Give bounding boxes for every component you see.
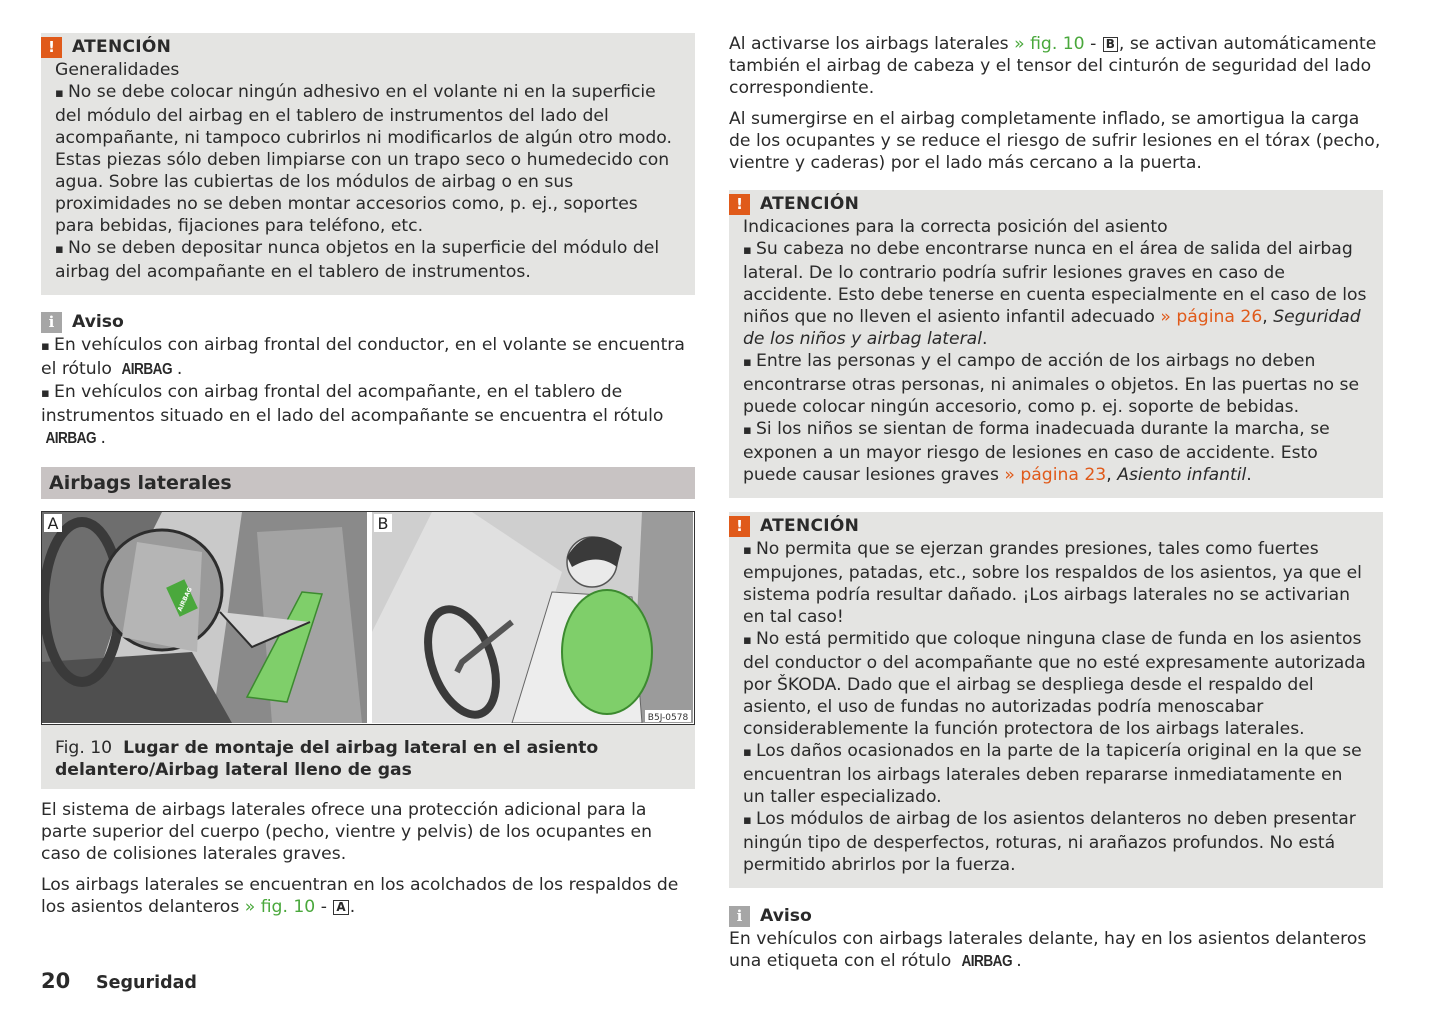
airbag-label: AIRBAG <box>121 361 173 378</box>
warning-bullet: ▪ No se deben depositar nunca objetos en la superficie del módulo del airbag del acompañante en el tablero de instrumentos. <box>55 237 681 283</box>
figure-link[interactable]: » fig. 10 <box>244 897 316 917</box>
page-number: 20 <box>41 969 71 993</box>
warning-bullet: ▪ No se debe colocar ningún adhesivo en el volante ni en la superficie del módulo del airbag en el tablero de instrumentos del lado del acompañante, ni tampoco cubrirlos ni modificarlos de algún otro modo. Estas piezas sólo deben limpiarse con un trapo seco o humedecido con agua. Sobre las cubiertas de los módulos de airbag o en sus proximidades no se deben montar accesorios como, p. ej., soportes para bebidas, fijaciones para teléfono, etc. <box>55 81 681 237</box>
paragraph: Al sumergirse en el airbag completamente inflado, se amortigua la carga de los ocupantes y se reduce el riesgo de sufrir lesiones en el tórax (pecho, vientre y caderas) por el lado más cercano a la puerta. <box>729 109 1381 173</box>
warning-title: ATENCIÓN <box>760 194 860 214</box>
warning-bullet: ▪ Su cabeza no debe encontrarse nunca en el área de salida del airbag lateral. De lo contrario podría sufrir lesiones graves en caso de accidente. Esto debe tenerse en cuenta especialmente en el caso de los niños que no lleven el asiento infantil adecuado » página 26, Seguridad de los niños y airbag lateral. <box>743 238 1369 350</box>
warning-bullet: ▪ No está permitido que coloque ninguna clase de funda en los asientos del conductor o del acompañante que no esté expresamente autorizada por ŠKODA. Dado que el airbag se despliega desde el respaldo del asiento, el uso de fundas no autorizadas podría menoscabar considerablemente la función protectora de los airbags laterales. <box>743 628 1369 740</box>
warning-box-general <box>41 33 695 295</box>
note-text: En vehículos con airbags laterales delante, hay en los asientos delanteros una etiqueta con el rótulo AIRBAG . <box>729 929 1367 971</box>
warning-bullet: ▪ Si los niños se sientan de forma inadecuada durante la marcha, se exponen a un mayor riesgo de lesiones en caso de accidente. Esto puede causar lesiones graves » página 23, Asiento infantil. <box>743 418 1369 486</box>
note-box-side <box>729 904 1383 973</box>
airbag-label: AIRBAG <box>45 430 97 447</box>
warning-box-covers <box>729 512 1383 888</box>
note-box-frontal <box>41 310 695 450</box>
section-title: Airbags laterales <box>41 467 695 499</box>
note-bullet-text: En vehículos con airbag frontal del conductor, en el volante se encuentra el rótulo <box>41 335 685 379</box>
warning-icon: ! <box>729 194 750 215</box>
warning-subtitle: Generalidades <box>55 60 180 80</box>
warning-bullet: ▪ Los daños ocasionados en la parte de la tapicería original en la que se encuentran los airbags laterales deben repararse inmediatamente en un taller especializado. <box>743 740 1369 808</box>
warning-subtitle: Indicaciones para la correcta posición del asiento <box>743 217 1168 237</box>
caption-title: Lugar de montaje del airbag lateral en el asiento delantero/Airbag lateral lleno de gas <box>55 738 599 780</box>
caption-prefix: Fig. 10 <box>55 738 113 758</box>
note-title: Aviso <box>760 906 812 926</box>
note-bullet-text: En vehículos con airbag frontal del acompañante, en el tablero de instrumentos situado en el lado del acompañante se encuentra el rótulo <box>41 382 664 426</box>
paragraph-text: Los airbags laterales se encuentran en los acolchados de los respaldos de los asientos delanteros <box>41 875 679 917</box>
airbag-label: AIRBAG <box>961 953 1012 970</box>
inflated-side-airbag <box>562 590 652 714</box>
link-title: Asiento infantil <box>1117 465 1247 485</box>
figure-code: B5J-0578 <box>647 713 689 723</box>
figure-link[interactable]: » fig. 10 <box>1014 34 1085 54</box>
separator: - <box>1084 34 1102 54</box>
right-column <box>729 33 1383 973</box>
warning-bullet: ▪ No permita que se ejerzan grandes presiones, tales como fuertes empujones, patadas, etc., sobre los respaldos de los asientos, ya que el sistema podría resultar dañado. ¡Los airbags laterales no se activarian en tal caso! <box>743 538 1369 628</box>
paragraph: Los airbags laterales se encuentran en los acolchados de los respaldos de los asientos delanteros » fig. 10 - A . <box>41 875 679 917</box>
label-b: B <box>377 514 389 533</box>
paragraph: El sistema de airbags laterales ofrece una protección adicional para la parte superior del cuerpo (pecho, vientre y pelvis) de los ocupantes en caso de colisiones laterales graves. <box>41 800 652 864</box>
warning-title: ATENCIÓN <box>760 516 860 536</box>
link-title: Seguridad de los niños y airbag lateral <box>743 307 1361 349</box>
warning-header <box>729 192 1369 216</box>
warning-bullet: ▪ Entre las personas y el campo de acción de los airbags no deben encontrarse otras personas, ni animales o objetos. En las puertas no se puede colocar ningún accesorio, como p. ej. soporte de bebidas. <box>743 350 1369 418</box>
box-letter: A <box>333 900 348 915</box>
label-a: A <box>47 514 59 533</box>
figure-caption <box>41 725 695 789</box>
figure-10 <box>41 511 695 725</box>
paragraph-text: Al activarse los airbags laterales <box>729 34 1015 54</box>
warning-icon: ! <box>41 37 62 58</box>
note-header <box>41 310 695 334</box>
warning-bullet-text: Si los niños se sientan de forma inadecuada durante la marcha, se exponen a un mayor riesgo de lesiones en caso de accidente. Esto puede causar lesiones graves <box>743 419 1330 485</box>
note-bullet: ▪ En vehículos con airbag frontal del conductor, en el volante se encuentra el rótulo AIRBAG . <box>41 334 695 381</box>
warning-header <box>729 514 1369 538</box>
section-label: Seguridad <box>96 973 197 993</box>
separator: - <box>315 897 333 917</box>
warning-bullet-text: Su cabeza no debe encontrarse nunca en el área de salida del airbag lateral. De lo contrario podría sufrir lesiones graves en caso de accidente. Esto debe tenerse en cuenta especialmente en el caso de los niños que no lleven el asiento infantil adecuado <box>743 239 1367 327</box>
note-bullet: ▪ En vehículos con airbag frontal del acompañante, en el tablero de instrumentos situado en el lado del acompañante se encuentra el rótulo AIRBAG . <box>41 381 695 450</box>
info-icon: i <box>41 312 62 333</box>
warning-header <box>41 35 681 59</box>
left-column <box>41 33 695 918</box>
note-header <box>729 904 1383 928</box>
box-letter: B <box>1103 37 1118 52</box>
warning-bullet: ▪ Los módulos de airbag de los asientos delanteros no deben presentar ningún tipo de desperfectos, roturas, ni arañazos profundos. No está permitido abrirlos por la fuerza. <box>743 808 1369 876</box>
airbag-sticker-text: AIRBAG <box>176 586 194 613</box>
warning-icon: ! <box>729 516 750 537</box>
paragraph <box>729 33 1383 99</box>
warning-title: ATENCIÓN <box>72 37 172 57</box>
page-link[interactable]: » página 23 <box>1004 465 1107 485</box>
panel-divider <box>367 512 372 723</box>
note-title: Aviso <box>72 312 124 332</box>
paragraph-text: , se activan automáticamente también el airbag de cabeza y el tensor del cinturón de seguridad del lado correspondiente. <box>729 34 1377 98</box>
warning-box-seat-position <box>729 190 1383 498</box>
note-text-body: En vehículos con airbags laterales delante, hay en los asientos delanteros una etiqueta con el rótulo <box>729 929 1367 971</box>
info-icon: i <box>729 906 750 927</box>
figure-illustration <box>42 512 693 723</box>
page-link[interactable]: » página 26 <box>1160 307 1263 327</box>
